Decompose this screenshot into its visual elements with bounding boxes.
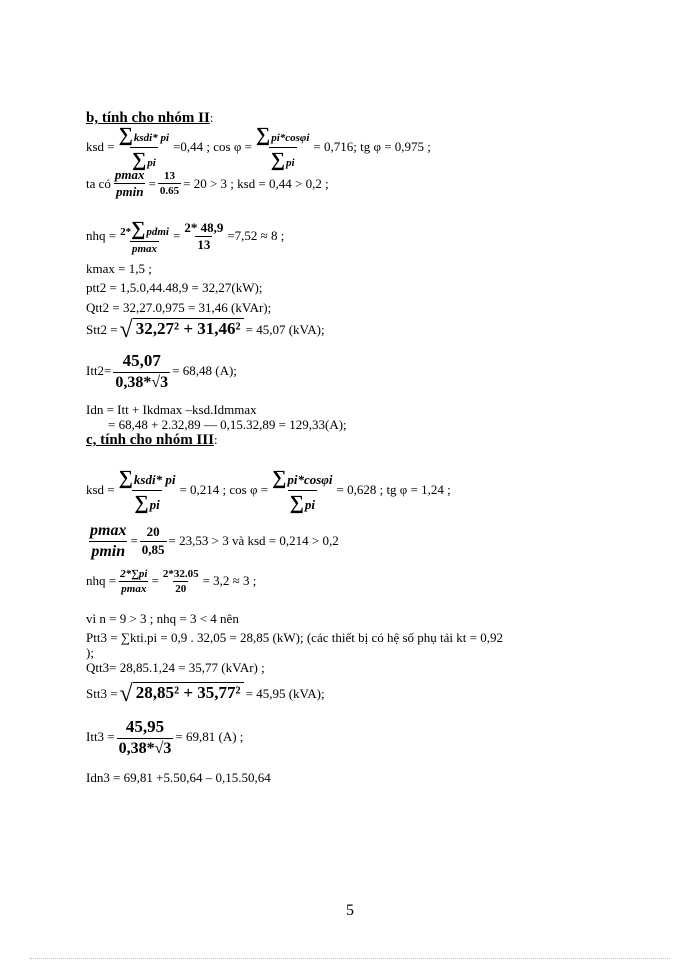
nhq-formula-3: nhq = 2*∑pi pmax = $\frac{2*32.05}{20}$ = 3,2 ≈ 3 ; xyxy=(86,568,257,596)
nhq3-fraction-numeric: $\frac{2*32.05}{20}$ xyxy=(162,568,199,596)
itt2-line: Itt2= $\frac{45,07}{0,38*√3}$ = 68,48 (A); xyxy=(86,351,237,391)
vi-line: vì n = 9 > 3 ; nhq = 3 < 4 nên xyxy=(86,611,239,626)
idn3-line: Idn3 = 69,81 +5.50,64 – 0,15.50,64 xyxy=(86,770,271,785)
stt3-line: Stt3 = √ 28,85² + 35,77² = 45,95 (kVA); xyxy=(86,681,325,707)
qtt3-line: Qtt3= 28,85.1,24 = 35,77 (kVAr) ; xyxy=(86,660,265,675)
pmax-pmin-fraction: pmax pmin xyxy=(114,167,145,200)
stt2-line: Stt2 = √ 32,27² + 31,46² = 45,07 (kVA); xyxy=(86,317,325,343)
heading-group-3: c, tính cho nhóm III : xyxy=(86,432,218,448)
ksd-formula-2: ksd = ∑ksdi* pi ∑pi =0,44 ; cos φ = $\frac{\sum pi*\cos\varphi i}{\sum pi}$ = 0,716; tg φ = 0,975 ; xyxy=(86,124,431,171)
ratio-formula-2: ta có pmax pmin = $\frac{13}{0.65}$ = 20 > 3 ; ksd = 0,44 > 0,2 ; xyxy=(86,167,329,200)
ptt3-line-cont: ); xyxy=(86,645,94,660)
ksd-formula-3: ksd = ∑ksdi* pi ∑pi = 0,214 ; cos φ = $\frac{\sum pi*\cos\varphi i}{\sum pi}$ = 0,628 ; tg φ = 1,24 ; xyxy=(86,467,451,514)
sqrt3-expression: √ 28,85² + 35,77² xyxy=(120,682,244,706)
ksd-fraction: ∑ksdi* pi ∑pi xyxy=(118,124,170,171)
ksd3-fraction: ∑ksdi* pi ∑pi xyxy=(118,467,176,514)
ratio-formula-3: pmax pmin = $\frac{20}{0,85}$ = 23,53 > 3 và ksd = 0,214 > 0,2 xyxy=(90,522,339,560)
ptt2-line: ptt2 = 1,5.0,44.48,9 = 32,27(kW); xyxy=(86,280,263,295)
nhq-fraction-symbolic: 2*∑pdmi pmax xyxy=(120,218,169,255)
nhq3-fraction-symbolic: 2*∑pi pmax xyxy=(120,568,148,596)
page-number: 5 xyxy=(346,902,354,919)
ptt3-line: Ptt3 = ∑kti.pi = 0,9 . 32,05 = 28,85 (kW); (các thiết bị có hệ số phụ tải kt = 0,92 xyxy=(86,630,503,645)
itt3-fraction: $\frac{45,95}{0,38*√3}$ xyxy=(118,717,172,757)
qtt2-line: Qtt2 = 32,27.0,975 = 31,46 (kVAr); xyxy=(86,300,272,315)
footer-divider xyxy=(30,958,670,959)
cos3-fraction: $\frac{\sum pi*\cos\varphi i}{\sum pi}$ xyxy=(272,467,333,514)
pmax-pmin-fraction-3: pmax pmin xyxy=(90,522,127,560)
nhq-formula-2: nhq = 2*∑pdmi pmax = $\frac{2* 48,9}{13}$ =7,52 ≈ 8 ; xyxy=(86,218,285,255)
ratio3-fraction: $\frac{20}{0,85}$ xyxy=(141,524,165,557)
idn-line-2: = 68,48 + 2.32,89 — 0,15.32,89 = 129,33(A); xyxy=(108,417,347,432)
heading-group-2: b, tính cho nhóm II : xyxy=(86,110,214,126)
kmax-line: kmax = 1,5 ; xyxy=(86,261,152,276)
itt3-line: Itt3 = $\frac{45,95}{0,38*√3}$ = 69,81 (A) ; xyxy=(86,717,244,757)
idn-line-1: Idn = Itt + Ikdmax –ksd.Idmmax xyxy=(86,402,257,417)
nhq-fraction-numeric: $\frac{2* 48,9}{13}$ xyxy=(184,219,224,253)
itt2-fraction: $\frac{45,07}{0,38*√3}$ xyxy=(115,351,169,391)
ratio-fraction: $\frac{13}{0.65}$ xyxy=(159,170,180,198)
sqrt-expression: √ 32,27² + 31,46² xyxy=(120,318,244,342)
cos-fraction: $\frac{\sum pi*\cos\varphi i}{\sum pi}$ xyxy=(255,124,310,171)
